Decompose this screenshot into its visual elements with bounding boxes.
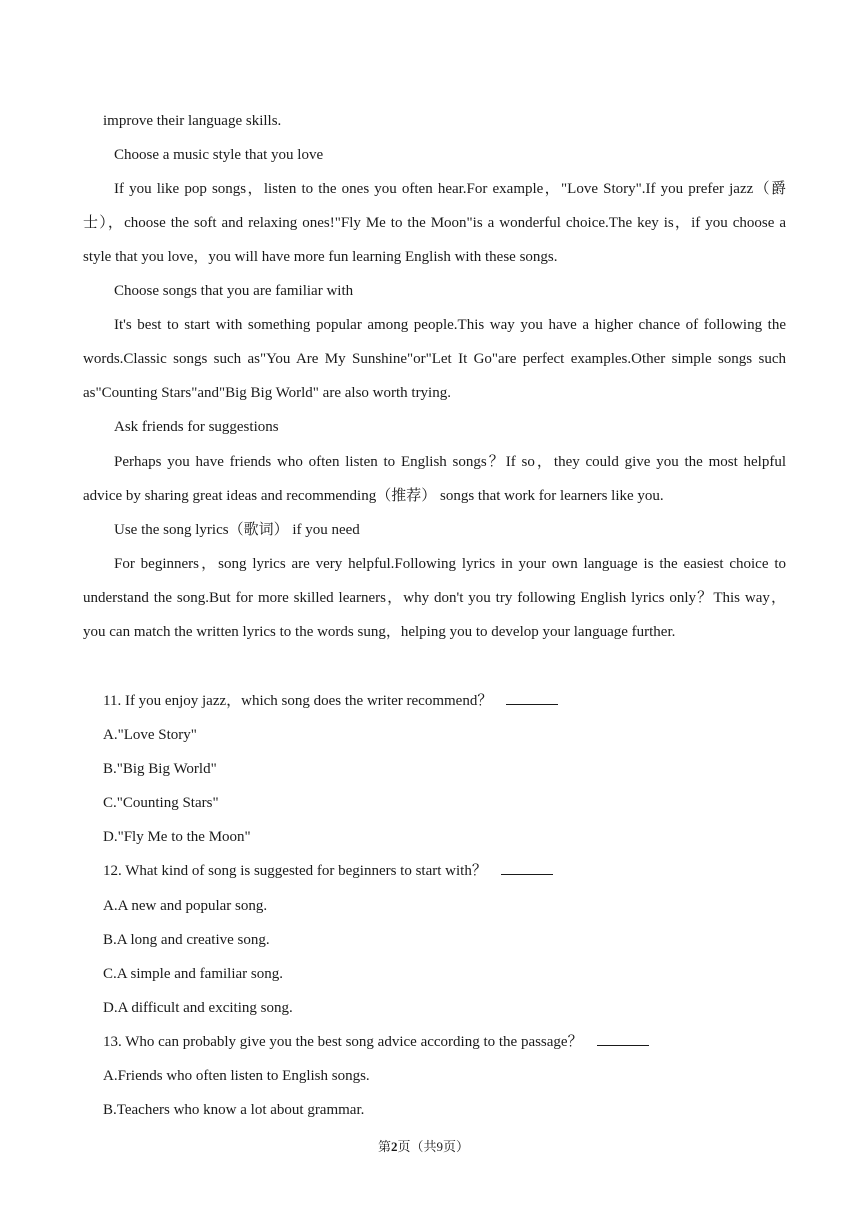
section-heading: Ask friends for suggestions [114, 419, 279, 435]
answer-option: D."Fly Me to the Moon" [103, 829, 251, 845]
question-stem-text: 13. Who can probably give you the best song advice according to the passage？ [103, 1034, 583, 1050]
passage-line: you can match the written lyrics to the words sung，helping you to develop your language further. [83, 624, 676, 640]
answer-blank[interactable] [501, 862, 553, 875]
passage-line: For beginners，song lyrics are very helpful.Following lyrics in your own language is the easiest choice to [114, 556, 786, 572]
footer-prefix: 第 [378, 1139, 392, 1154]
footer-total-pages: 9 [436, 1139, 444, 1154]
answer-option: A."Love Story" [103, 727, 197, 743]
passage-line: as"Counting Stars"and"Big Big World" are also worth trying. [83, 385, 451, 401]
passage-line: 士），choose the soft and relaxing ones!"Fly Me to the Moon"is a wonderful choice.The key is，if you choose a [83, 215, 786, 231]
footer-page-number: 2 [391, 1139, 398, 1154]
question-stem [103, 1032, 649, 1052]
passage-line: words.Classic songs such as"You Are My Sunshine"or"Let It Go"are perfect examples.Other simple songs such [83, 351, 786, 367]
passage-line: style that you love，you will have more fun learning English with these songs. [83, 249, 558, 265]
answer-option: A.Friends who often listen to English songs. [103, 1068, 370, 1084]
answer-option: C.A simple and familiar song. [103, 966, 283, 982]
page-footer [378, 1137, 469, 1157]
answer-option: A.A new and popular song. [103, 898, 268, 914]
footer-suffix: 页） [443, 1139, 470, 1154]
passage-line: understand the song.But for more skilled learners，why don't you try following English lyrics only？This way， [83, 590, 786, 606]
section-heading: Choose songs that you are familiar with [114, 283, 354, 299]
answer-option: C."Counting Stars" [103, 795, 219, 811]
answer-blank[interactable] [597, 1033, 649, 1046]
passage-line: Perhaps you have friends who often listen to English songs？If so，they could give you the most helpful [114, 454, 786, 470]
footer-middle: 页（共 [397, 1139, 437, 1154]
passage-line: advice by sharing great ideas and recommending（推荐） songs that work for learners like you. [83, 488, 664, 504]
question-stem-text: 11. If you enjoy jazz，which song does the writer recommend？ [103, 693, 493, 709]
question-stem [103, 691, 558, 711]
answer-option: B.Teachers who know a lot about grammar. [103, 1102, 365, 1118]
answer-option: B."Big Big World" [103, 761, 217, 777]
answer-option: D.A difficult and exciting song. [103, 1000, 293, 1016]
answer-option: B.A long and creative song. [103, 932, 270, 948]
question-stem [103, 861, 553, 881]
question-stem-text: 12. What kind of song is suggested for beginners to start with？ [103, 863, 487, 879]
passage-line: improve their language skills. [103, 113, 282, 129]
passage-line: It's best to start with something popular among people.This way you have a higher chance of following the [114, 317, 786, 333]
section-heading: Use the song lyrics（歌词） if you need [114, 522, 360, 538]
answer-blank[interactable] [506, 692, 558, 705]
passage-line: If you like pop songs，listen to the ones you often hear.For example，"Love Story".If you prefer jazz（爵 [114, 181, 786, 197]
section-heading: Choose a music style that you love [114, 147, 324, 163]
